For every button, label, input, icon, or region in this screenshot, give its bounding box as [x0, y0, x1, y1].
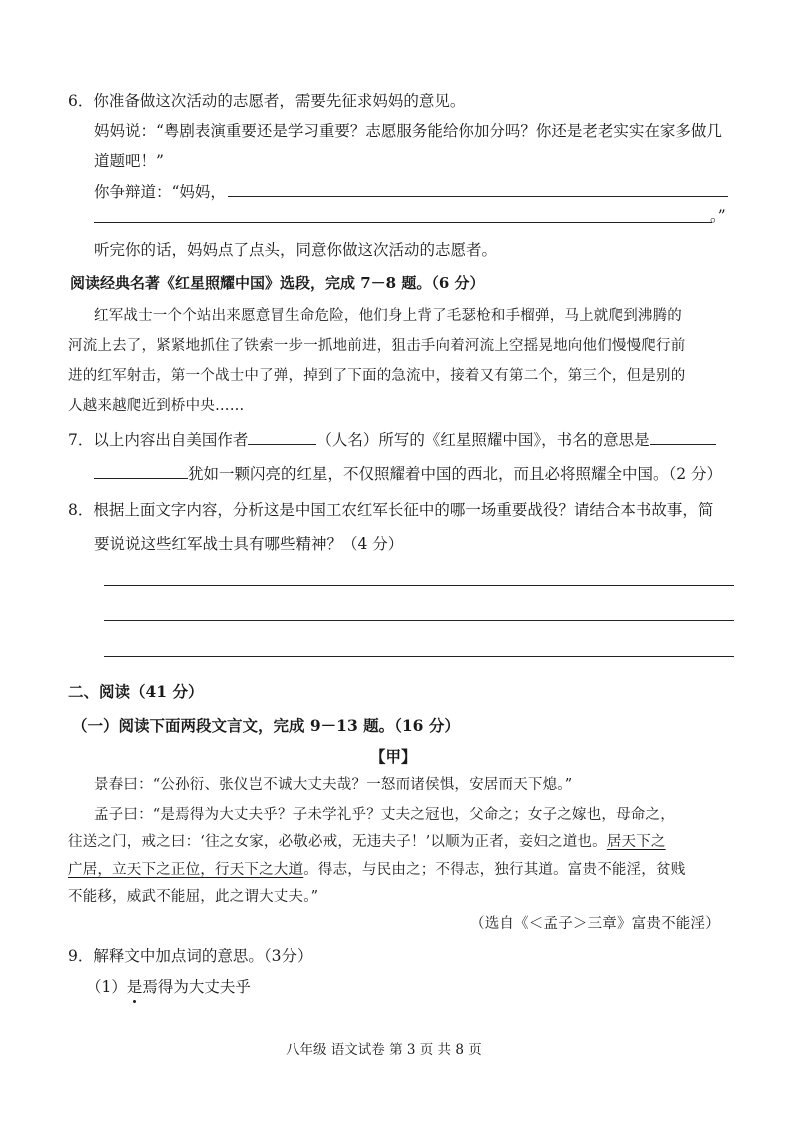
excerpt-line-4: 人越来越爬近到桥中央……: [68, 398, 245, 414]
q8-answer-line-3[interactable]: [104, 656, 734, 657]
q6-end-quote: 。”: [710, 207, 726, 225]
jia-p2-line1: 孟子曰：“是焉得为大丈夫乎？子未学礼乎？丈夫之冠也，父命之；女子之嫁也，母命之，: [94, 807, 675, 823]
q6-mom-line1: 妈妈说：“粤剧表演重要还是学习重要？志愿服务能给你加分吗？你还是老老实实在家多做几: [94, 122, 722, 140]
jia-p1: 景春曰：“公孙衍、张仪岂不诚大丈夫哉？一怒而诸侯惧，安居而天下熄。”: [94, 777, 573, 793]
q8-answer-line-2[interactable]: [104, 620, 734, 621]
q7-meaning-blank-1[interactable]: [650, 430, 716, 445]
excerpt-line-3: 进的红军射击，第一个战士中了弹，掉到了下面的急流中，接着又有第二个，第三个，但是别的: [68, 368, 686, 384]
excerpt-line-1: 红军战士一个个站出来愿意冒生命危险，他们身上背了毛瑟枪和手榴弹，马上就爬到沸腾的: [94, 308, 682, 324]
jia-p2-line2-underlined: 居天下之: [606, 834, 666, 850]
jia-p2-line2-plain: 往送之门，戒之曰：‘往之女家，必敬必戒，无违夫子！’以顺为正者，妾妇之道也。: [68, 834, 607, 850]
q7-line2: [94, 462, 722, 484]
q6-answer-line-2[interactable]: [94, 222, 712, 223]
q8-answer-line-1[interactable]: [104, 585, 734, 586]
excerpt-line-2: 河流上去了，紧紧地抓住了铁索一步一抓地前进，狙击手向着河流上空摇晃地向他们慢慢爬行前: [68, 338, 686, 354]
jia-title: 【甲】: [370, 747, 417, 766]
subsection-1-title: （一）阅读下面两段文言文，完成 9－13 题。（16 分）: [72, 716, 460, 735]
q8-line2: 要说说这些红军战士具有哪些精神？（4 分）: [94, 535, 404, 553]
q6-after: 听完你的话，妈妈点了点头，同意你做这次活动的志愿者。: [94, 241, 498, 259]
q7-author-blank[interactable]: [248, 430, 316, 445]
page-footer: 八年级 语文试卷 第 3 页 共 8 页: [286, 1042, 482, 1058]
q9-stem: 9．解释文中加点词的意思。（3分）: [68, 947, 313, 965]
jia-p2-line2: [68, 830, 666, 851]
q6-you-label: 你争辩道：“妈妈，: [94, 183, 226, 201]
jia-p2-line4: 不能移，威武不能屈，此之谓大丈夫。”: [68, 889, 319, 905]
q7-line1: [68, 428, 716, 450]
q9-item1-dotted-word: 是: [127, 975, 143, 997]
jia-source: （选自《＜孟子＞三章》富贵不能淫）: [470, 916, 720, 932]
jia-p2-line3-underlined: 广居，立天下之正位，行天下之大道: [68, 862, 304, 878]
q6-mom-line2: 道题吧！”: [94, 152, 164, 170]
q7-part1: 7．以上内容出自美国作者: [68, 431, 249, 449]
jia-p2-line3-plain: 。得志，与民由之；不得志，独行其道。富贵不能淫，贫贱: [303, 862, 686, 878]
q8-line1: 8．根据上面文字内容，分析这是中国工农红军长征中的哪一场重要战役？请结合本书故事，简: [68, 501, 714, 519]
q6-stem: 6．你准备做这次活动的志愿者，需要先征求妈妈的意见。: [68, 92, 466, 110]
q9-item1-number: （1）: [86, 978, 127, 996]
q7-meaning-blank-2[interactable]: [94, 464, 188, 479]
section-2-title: 二、阅读（41 分）: [68, 682, 204, 701]
q7-part2: （人名）所写的《红星照耀中国》，书名的意思是: [316, 431, 650, 449]
reading-intro: 阅读经典名著《红星照耀中国》选段，完成 7－8 题。（6 分）: [70, 274, 485, 292]
jia-p2-line3: [68, 858, 685, 879]
q6-answer-line-1[interactable]: [228, 196, 728, 197]
q9-item1: [86, 975, 251, 997]
q9-item1-rest: 焉得为大丈夫乎: [142, 978, 251, 996]
q7-part3: 犹如一颗闪亮的红星，不仅照耀着中国的西北，而且必将照耀全中国。（2 分）: [188, 465, 723, 483]
